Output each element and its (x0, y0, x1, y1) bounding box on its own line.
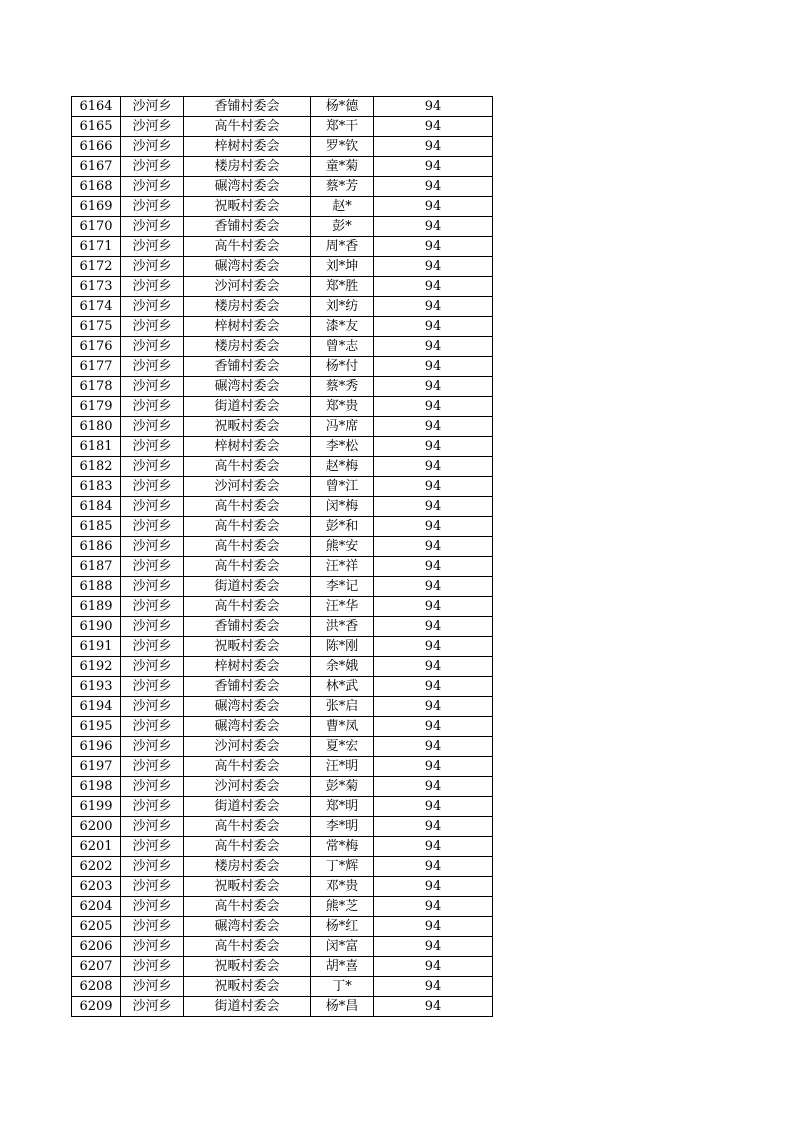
township-cell: 沙河乡 (121, 637, 184, 657)
row-id-cell: 6193 (72, 677, 121, 697)
village-committee-cell: 沙河村委会 (184, 777, 311, 797)
row-id-cell: 6207 (72, 957, 121, 977)
table-row (72, 617, 493, 637)
village-committee-cell: 香铺村委会 (184, 677, 311, 697)
table-row (72, 337, 493, 357)
score-cell: 94 (374, 677, 493, 697)
township-cell: 沙河乡 (121, 97, 184, 117)
name-cell: 罗*钦 (311, 137, 374, 157)
row-id-cell: 6203 (72, 877, 121, 897)
name-cell: 刘*纺 (311, 297, 374, 317)
table-row (72, 537, 493, 557)
name-cell: 曾*志 (311, 337, 374, 357)
township-cell: 沙河乡 (121, 337, 184, 357)
score-cell: 94 (374, 457, 493, 477)
row-id-cell: 6187 (72, 557, 121, 577)
score-cell: 94 (374, 397, 493, 417)
table-row (72, 817, 493, 837)
name-cell: 曾*江 (311, 477, 374, 497)
township-cell: 沙河乡 (121, 577, 184, 597)
village-committee-cell: 高牛村委会 (184, 817, 311, 837)
village-committee-cell: 高牛村委会 (184, 117, 311, 137)
table-row (72, 257, 493, 277)
village-committee-cell: 高牛村委会 (184, 517, 311, 537)
table-row (72, 717, 493, 737)
village-committee-cell: 高牛村委会 (184, 757, 311, 777)
township-cell: 沙河乡 (121, 477, 184, 497)
village-committee-cell: 祝畈村委会 (184, 417, 311, 437)
row-id-cell: 6204 (72, 897, 121, 917)
row-id-cell: 6191 (72, 637, 121, 657)
score-cell: 94 (374, 657, 493, 677)
township-cell: 沙河乡 (121, 517, 184, 537)
table-row (72, 277, 493, 297)
township-cell: 沙河乡 (121, 597, 184, 617)
village-committee-cell: 碾湾村委会 (184, 177, 311, 197)
township-cell: 沙河乡 (121, 837, 184, 857)
score-cell: 94 (374, 517, 493, 537)
table-row (72, 297, 493, 317)
township-cell: 沙河乡 (121, 437, 184, 457)
table-row (72, 157, 493, 177)
table-row (72, 677, 493, 697)
score-cell: 94 (374, 757, 493, 777)
township-cell: 沙河乡 (121, 957, 184, 977)
score-cell: 94 (374, 897, 493, 917)
village-committee-cell: 高牛村委会 (184, 537, 311, 557)
township-cell: 沙河乡 (121, 237, 184, 257)
row-id-cell: 6185 (72, 517, 121, 537)
township-cell: 沙河乡 (121, 697, 184, 717)
village-committee-cell: 楼房村委会 (184, 337, 311, 357)
score-cell: 94 (374, 797, 493, 817)
village-committee-cell: 碾湾村委会 (184, 697, 311, 717)
name-cell: 常*梅 (311, 837, 374, 857)
village-committee-cell: 高牛村委会 (184, 457, 311, 477)
table-body (72, 97, 493, 1017)
township-cell: 沙河乡 (121, 357, 184, 377)
name-cell: 胡*喜 (311, 957, 374, 977)
township-cell: 沙河乡 (121, 737, 184, 757)
table-row (72, 457, 493, 477)
name-cell: 郑*干 (311, 117, 374, 137)
table-row (72, 577, 493, 597)
score-cell: 94 (374, 137, 493, 157)
score-cell: 94 (374, 697, 493, 717)
name-cell: 刘*坤 (311, 257, 374, 277)
name-cell: 郑*明 (311, 797, 374, 817)
table-row (72, 897, 493, 917)
township-cell: 沙河乡 (121, 137, 184, 157)
name-cell: 漆*友 (311, 317, 374, 337)
village-committee-cell: 梓树村委会 (184, 657, 311, 677)
row-id-cell: 6180 (72, 417, 121, 437)
table-row (72, 797, 493, 817)
table-row (72, 357, 493, 377)
row-id-cell: 6175 (72, 317, 121, 337)
score-cell: 94 (374, 997, 493, 1017)
score-cell: 94 (374, 237, 493, 257)
township-cell: 沙河乡 (121, 997, 184, 1017)
table-row (72, 957, 493, 977)
village-committee-cell: 香铺村委会 (184, 617, 311, 637)
score-cell: 94 (374, 557, 493, 577)
village-committee-cell: 楼房村委会 (184, 297, 311, 317)
table-row (72, 557, 493, 577)
village-committee-cell: 梓树村委会 (184, 437, 311, 457)
township-cell: 沙河乡 (121, 917, 184, 937)
score-cell: 94 (374, 497, 493, 517)
row-id-cell: 6172 (72, 257, 121, 277)
score-cell: 94 (374, 277, 493, 297)
name-cell: 林*武 (311, 677, 374, 697)
name-cell: 周*香 (311, 237, 374, 257)
row-id-cell: 6179 (72, 397, 121, 417)
name-cell: 郑*胜 (311, 277, 374, 297)
row-id-cell: 6184 (72, 497, 121, 517)
data-table (71, 96, 493, 1017)
score-cell: 94 (374, 377, 493, 397)
score-cell: 94 (374, 717, 493, 737)
village-committee-cell: 香铺村委会 (184, 217, 311, 237)
township-cell: 沙河乡 (121, 217, 184, 237)
row-id-cell: 6173 (72, 277, 121, 297)
village-committee-cell: 香铺村委会 (184, 357, 311, 377)
table-row (72, 437, 493, 457)
row-id-cell: 6189 (72, 597, 121, 617)
name-cell: 蔡*芳 (311, 177, 374, 197)
township-cell: 沙河乡 (121, 197, 184, 217)
township-cell: 沙河乡 (121, 897, 184, 917)
table-row (72, 317, 493, 337)
row-id-cell: 6194 (72, 697, 121, 717)
township-cell: 沙河乡 (121, 277, 184, 297)
name-cell: 汪*祥 (311, 557, 374, 577)
township-cell: 沙河乡 (121, 297, 184, 317)
score-cell: 94 (374, 157, 493, 177)
row-id-cell: 6200 (72, 817, 121, 837)
village-committee-cell: 香铺村委会 (184, 97, 311, 117)
village-committee-cell: 沙河村委会 (184, 477, 311, 497)
row-id-cell: 6177 (72, 357, 121, 377)
township-cell: 沙河乡 (121, 177, 184, 197)
table-row (72, 637, 493, 657)
village-committee-cell: 祝畈村委会 (184, 877, 311, 897)
name-cell: 赵*梅 (311, 457, 374, 477)
village-committee-cell: 高牛村委会 (184, 837, 311, 857)
score-cell: 94 (374, 877, 493, 897)
row-id-cell: 6192 (72, 657, 121, 677)
table-row (72, 837, 493, 857)
table-row (72, 397, 493, 417)
table-row (72, 977, 493, 997)
name-cell: 汪*明 (311, 757, 374, 777)
village-committee-cell: 碾湾村委会 (184, 377, 311, 397)
village-committee-cell: 楼房村委会 (184, 157, 311, 177)
name-cell: 李*记 (311, 577, 374, 597)
score-cell: 94 (374, 777, 493, 797)
row-id-cell: 6198 (72, 777, 121, 797)
row-id-cell: 6186 (72, 537, 121, 557)
village-committee-cell: 高牛村委会 (184, 597, 311, 617)
name-cell: 张*启 (311, 697, 374, 717)
row-id-cell: 6206 (72, 937, 121, 957)
row-id-cell: 6178 (72, 377, 121, 397)
score-cell: 94 (374, 357, 493, 377)
township-cell: 沙河乡 (121, 397, 184, 417)
name-cell: 熊*芝 (311, 897, 374, 917)
table-row (72, 477, 493, 497)
name-cell: 丁* (311, 977, 374, 997)
table-row (72, 697, 493, 717)
name-cell: 洪*香 (311, 617, 374, 637)
village-committee-cell: 高牛村委会 (184, 897, 311, 917)
table-row (72, 497, 493, 517)
row-id-cell: 6169 (72, 197, 121, 217)
township-cell: 沙河乡 (121, 757, 184, 777)
score-cell: 94 (374, 477, 493, 497)
score-cell: 94 (374, 197, 493, 217)
township-cell: 沙河乡 (121, 117, 184, 137)
township-cell: 沙河乡 (121, 257, 184, 277)
score-cell: 94 (374, 437, 493, 457)
township-cell: 沙河乡 (121, 317, 184, 337)
table-row (72, 377, 493, 397)
score-cell: 94 (374, 617, 493, 637)
row-id-cell: 6190 (72, 617, 121, 637)
row-id-cell: 6199 (72, 797, 121, 817)
name-cell: 杨*昌 (311, 997, 374, 1017)
row-id-cell: 6182 (72, 457, 121, 477)
village-committee-cell: 高牛村委会 (184, 557, 311, 577)
row-id-cell: 6168 (72, 177, 121, 197)
score-cell: 94 (374, 577, 493, 597)
score-cell: 94 (374, 297, 493, 317)
score-cell: 94 (374, 637, 493, 657)
name-cell: 冯*席 (311, 417, 374, 437)
row-id-cell: 6202 (72, 857, 121, 877)
township-cell: 沙河乡 (121, 157, 184, 177)
table-row (72, 177, 493, 197)
row-id-cell: 6167 (72, 157, 121, 177)
table-row (72, 937, 493, 957)
name-cell: 杨*德 (311, 97, 374, 117)
table-row (72, 777, 493, 797)
row-id-cell: 6176 (72, 337, 121, 357)
township-cell: 沙河乡 (121, 377, 184, 397)
name-cell: 闵*富 (311, 937, 374, 957)
score-cell: 94 (374, 537, 493, 557)
score-cell: 94 (374, 817, 493, 837)
score-cell: 94 (374, 337, 493, 357)
score-cell: 94 (374, 937, 493, 957)
row-id-cell: 6195 (72, 717, 121, 737)
village-committee-cell: 碾湾村委会 (184, 917, 311, 937)
name-cell: 李*明 (311, 817, 374, 837)
table-row (72, 217, 493, 237)
row-id-cell: 6188 (72, 577, 121, 597)
score-cell: 94 (374, 837, 493, 857)
row-id-cell: 6170 (72, 217, 121, 237)
township-cell: 沙河乡 (121, 797, 184, 817)
township-cell: 沙河乡 (121, 777, 184, 797)
name-cell: 童*菊 (311, 157, 374, 177)
score-cell: 94 (374, 737, 493, 757)
score-cell: 94 (374, 857, 493, 877)
village-committee-cell: 高牛村委会 (184, 237, 311, 257)
row-id-cell: 6201 (72, 837, 121, 857)
row-id-cell: 6166 (72, 137, 121, 157)
row-id-cell: 6208 (72, 977, 121, 997)
name-cell: 熊*安 (311, 537, 374, 557)
name-cell: 郑*贵 (311, 397, 374, 417)
name-cell: 余*娥 (311, 657, 374, 677)
score-cell: 94 (374, 917, 493, 937)
village-committee-cell: 梓树村委会 (184, 317, 311, 337)
row-id-cell: 6165 (72, 117, 121, 137)
village-committee-cell: 街道村委会 (184, 577, 311, 597)
township-cell: 沙河乡 (121, 817, 184, 837)
table-row (72, 597, 493, 617)
row-id-cell: 6171 (72, 237, 121, 257)
township-cell: 沙河乡 (121, 877, 184, 897)
name-cell: 闵*梅 (311, 497, 374, 517)
name-cell: 杨*红 (311, 917, 374, 937)
village-committee-cell: 街道村委会 (184, 997, 311, 1017)
township-cell: 沙河乡 (121, 557, 184, 577)
village-committee-cell: 街道村委会 (184, 397, 311, 417)
table-row (72, 137, 493, 157)
table-row (72, 857, 493, 877)
name-cell: 彭*菊 (311, 777, 374, 797)
village-committee-cell: 高牛村委会 (184, 497, 311, 517)
name-cell: 邓*贵 (311, 877, 374, 897)
score-cell: 94 (374, 117, 493, 137)
table-row (72, 997, 493, 1017)
village-committee-cell: 祝畈村委会 (184, 977, 311, 997)
score-cell: 94 (374, 257, 493, 277)
village-committee-cell: 沙河村委会 (184, 737, 311, 757)
name-cell: 夏*宏 (311, 737, 374, 757)
score-cell: 94 (374, 417, 493, 437)
name-cell: 李*松 (311, 437, 374, 457)
row-id-cell: 6209 (72, 997, 121, 1017)
name-cell: 陈*刚 (311, 637, 374, 657)
name-cell: 赵* (311, 197, 374, 217)
score-cell: 94 (374, 97, 493, 117)
village-committee-cell: 碾湾村委会 (184, 257, 311, 277)
village-committee-cell: 碾湾村委会 (184, 717, 311, 737)
township-cell: 沙河乡 (121, 497, 184, 517)
score-cell: 94 (374, 177, 493, 197)
name-cell: 汪*华 (311, 597, 374, 617)
township-cell: 沙河乡 (121, 417, 184, 437)
row-id-cell: 6174 (72, 297, 121, 317)
township-cell: 沙河乡 (121, 537, 184, 557)
table-row (72, 917, 493, 937)
township-cell: 沙河乡 (121, 857, 184, 877)
table-row (72, 757, 493, 777)
score-cell: 94 (374, 957, 493, 977)
score-cell: 94 (374, 597, 493, 617)
township-cell: 沙河乡 (121, 457, 184, 477)
table-row (72, 97, 493, 117)
village-committee-cell: 祝畈村委会 (184, 957, 311, 977)
village-committee-cell: 高牛村委会 (184, 937, 311, 957)
row-id-cell: 6197 (72, 757, 121, 777)
village-committee-cell: 祝畈村委会 (184, 637, 311, 657)
village-committee-cell: 街道村委会 (184, 797, 311, 817)
name-cell: 彭*和 (311, 517, 374, 537)
township-cell: 沙河乡 (121, 937, 184, 957)
table-row (72, 237, 493, 257)
score-cell: 94 (374, 977, 493, 997)
table-row (72, 877, 493, 897)
table-row (72, 517, 493, 537)
table-row (72, 657, 493, 677)
village-committee-cell: 楼房村委会 (184, 857, 311, 877)
name-cell: 杨*付 (311, 357, 374, 377)
table-row (72, 197, 493, 217)
name-cell: 丁*辉 (311, 857, 374, 877)
score-cell: 94 (374, 317, 493, 337)
name-cell: 彭* (311, 217, 374, 237)
row-id-cell: 6183 (72, 477, 121, 497)
village-committee-cell: 祝畈村委会 (184, 197, 311, 217)
village-committee-cell: 沙河村委会 (184, 277, 311, 297)
village-committee-cell: 梓树村委会 (184, 137, 311, 157)
township-cell: 沙河乡 (121, 977, 184, 997)
table-row (72, 417, 493, 437)
row-id-cell: 6205 (72, 917, 121, 937)
table-row (72, 117, 493, 137)
name-cell: 曹*凤 (311, 717, 374, 737)
township-cell: 沙河乡 (121, 617, 184, 637)
township-cell: 沙河乡 (121, 717, 184, 737)
township-cell: 沙河乡 (121, 677, 184, 697)
score-cell: 94 (374, 217, 493, 237)
table-row (72, 737, 493, 757)
row-id-cell: 6164 (72, 97, 121, 117)
name-cell: 蔡*秀 (311, 377, 374, 397)
row-id-cell: 6196 (72, 737, 121, 757)
township-cell: 沙河乡 (121, 657, 184, 677)
row-id-cell: 6181 (72, 437, 121, 457)
